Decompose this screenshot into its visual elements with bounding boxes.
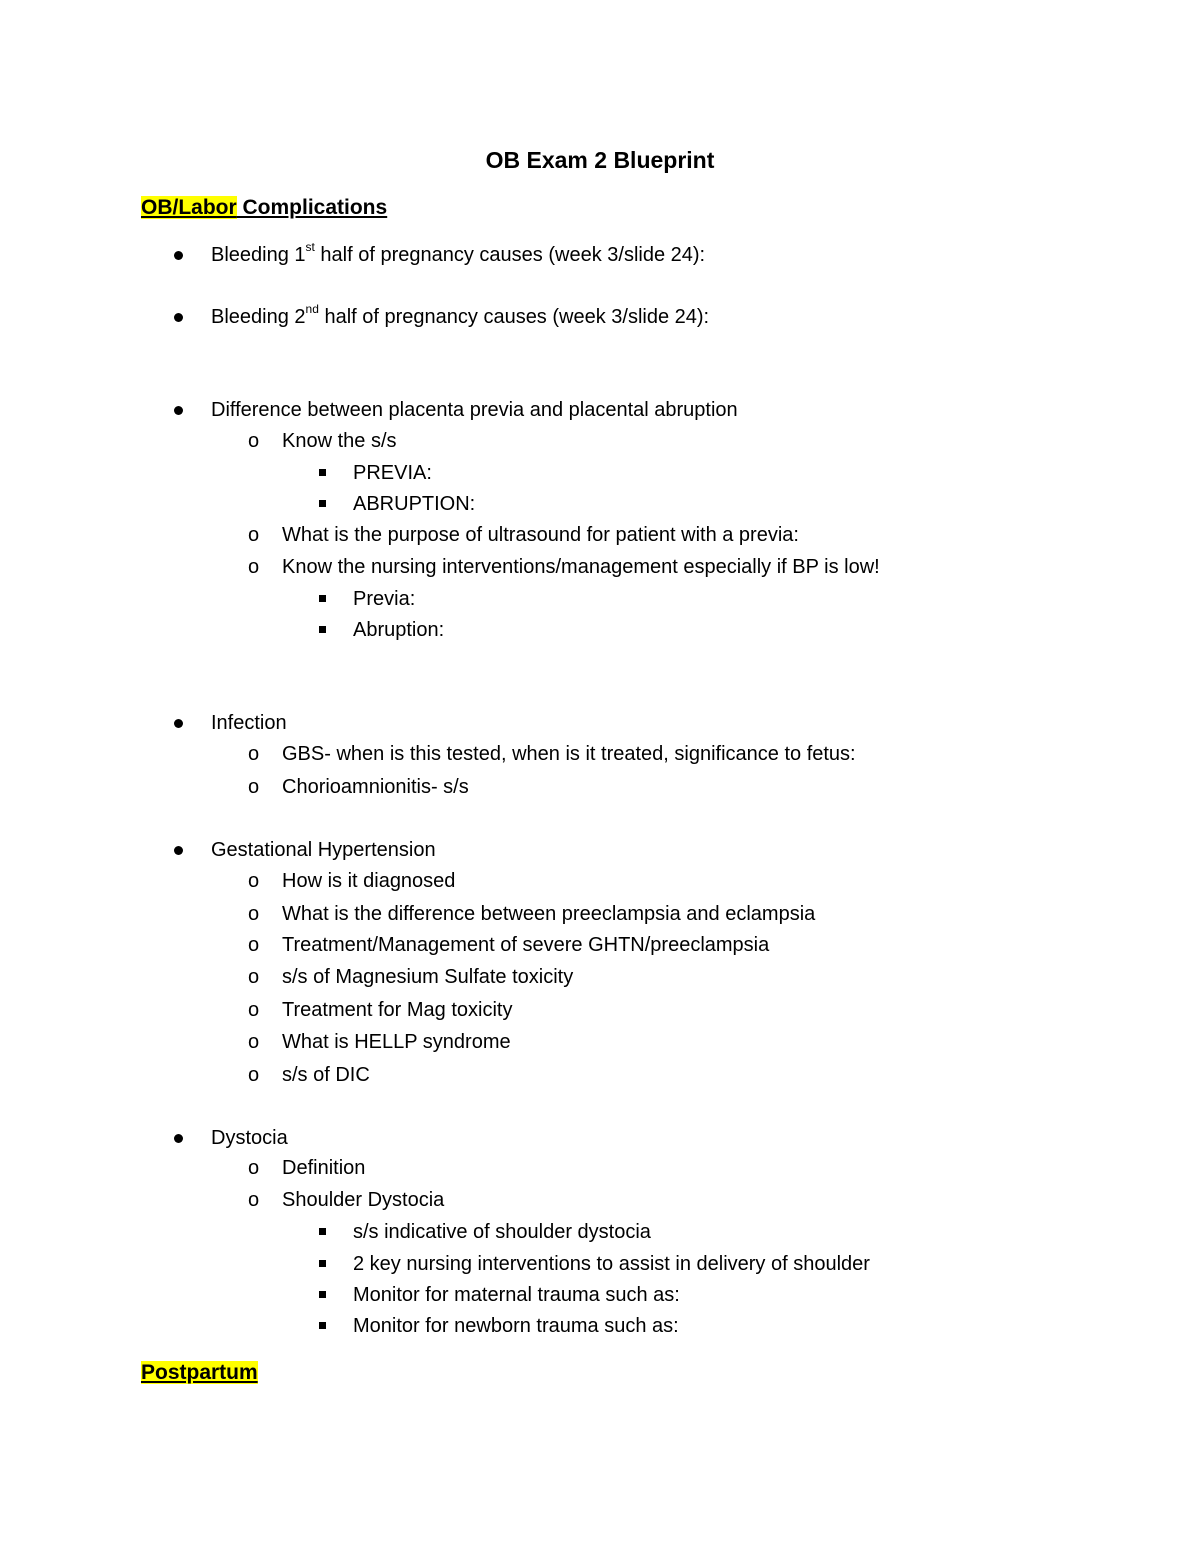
bullet-circle-icon: o — [248, 556, 260, 578]
sub-item-text: Shoulder Dystocia — [282, 1189, 445, 1211]
sub-item-text: Treatment for Mag toxicity — [282, 999, 513, 1021]
bullet-square-icon — [319, 1322, 326, 1329]
sub-item-gbs — [248, 741, 856, 767]
list-item-text: Infection — [211, 712, 287, 734]
bullet-disc-icon — [174, 719, 183, 728]
sub-sub-item-key-interventions — [353, 1251, 870, 1277]
sub-item-text: GBS- when is this tested, when is it treated, significance to fetus: — [282, 743, 856, 765]
bleeding1-rest: half of pregnancy causes (week 3/slide 24): — [314, 244, 706, 266]
bullet-disc-icon — [174, 1134, 183, 1143]
sub-sub-item-text: PREVIA: — [353, 462, 432, 484]
sub-item-text: Chorioamnionitis- s/s — [282, 776, 469, 798]
list-item-bleeding-first-half — [211, 242, 705, 268]
sub-item-ultrasound — [248, 522, 799, 548]
bleeding2-rest: half of pregnancy causes (week 3/slide 24): — [318, 306, 710, 328]
sub-item-text: Definition — [282, 1157, 366, 1179]
bullet-disc-icon — [174, 251, 183, 260]
heading-highlight: OB/Labor — [141, 196, 237, 219]
list-item-text: Gestational Hypertension — [211, 839, 436, 861]
list-item-dystocia — [211, 1125, 288, 1151]
sub-sub-item-abruption — [353, 491, 475, 517]
bleeding1-sup: st — [305, 240, 315, 255]
list-item-text: Difference between placenta previa and placental abruption — [211, 399, 738, 421]
sub-sub-item-text: 2 key nursing interventions to assist in delivery of shoulder — [353, 1253, 870, 1275]
bullet-circle-icon: o — [248, 1031, 260, 1053]
sub-item-text: Know the nursing interventions/management especially if BP is low! — [282, 556, 880, 578]
bullet-circle-icon: o — [248, 870, 260, 892]
bleeding2-text: Bleeding 2 — [211, 306, 306, 328]
bullet-square-icon — [319, 469, 326, 476]
sub-item-hellp — [248, 1029, 511, 1055]
document-title: OB Exam 2 Blueprint — [485, 147, 715, 173]
sub-sub-item-text: Monitor for maternal trauma such as: — [353, 1284, 680, 1306]
bullet-disc-icon — [174, 313, 183, 322]
list-item-infection — [211, 710, 287, 736]
bullet-circle-icon: o — [248, 903, 260, 925]
heading-rest: Complications — [236, 196, 388, 219]
sub-item-treatment — [248, 932, 770, 958]
heading-highlight: Postpartum — [141, 1361, 258, 1384]
sub-item-chorio — [248, 774, 469, 800]
sub-sub-item-text: s/s indicative of shoulder dystocia — [353, 1221, 651, 1243]
section-heading-postpartum — [141, 1359, 258, 1387]
bullet-circle-icon: o — [248, 1189, 260, 1211]
sub-item-know-ss — [248, 428, 397, 454]
sub-item-preeclampsia-difference — [248, 901, 816, 927]
section-heading-ob-labor — [141, 194, 387, 222]
list-item-previa-abruption — [211, 397, 738, 423]
bullet-square-icon — [319, 626, 326, 633]
bullet-disc-icon — [174, 406, 183, 415]
sub-item-text: What is the purpose of ultrasound for patient with a previa: — [282, 524, 799, 546]
sub-sub-item-text: Abruption: — [353, 619, 445, 641]
bullet-square-icon — [319, 500, 326, 507]
sub-sub-item-maternal-trauma — [353, 1282, 680, 1308]
sub-item-text: What is HELLP syndrome — [282, 1031, 511, 1053]
bullet-circle-icon: o — [248, 1157, 260, 1179]
sub-item-mag-toxicity-ss — [248, 964, 574, 990]
bullet-circle-icon: o — [248, 430, 260, 452]
sub-sub-item-text: Previa: — [353, 588, 416, 610]
bullet-circle-icon: o — [248, 934, 260, 956]
bleeding1-text: Bleeding 1 — [211, 244, 306, 266]
sub-sub-item-previa-2 — [353, 586, 415, 612]
sub-item-text: What is the difference between preeclampsia and eclampsia — [282, 903, 816, 925]
bullet-disc-icon — [174, 846, 183, 855]
sub-item-text: Treatment/Management of severe GHTN/preeclampsia — [282, 934, 770, 956]
sub-item-text: s/s of Magnesium Sulfate toxicity — [282, 966, 574, 988]
bullet-square-icon — [319, 1228, 326, 1235]
bullet-circle-icon: o — [248, 776, 260, 798]
sub-item-text: How is it diagnosed — [282, 870, 456, 892]
sub-item-mag-toxicity-treatment — [248, 997, 513, 1023]
bullet-circle-icon: o — [248, 966, 260, 988]
bullet-square-icon — [319, 595, 326, 602]
sub-sub-item-previa — [353, 460, 432, 486]
sub-sub-item-text: Monitor for newborn trauma such as: — [353, 1315, 679, 1337]
sub-item-definition — [248, 1155, 366, 1181]
sub-item-diagnosed — [248, 868, 456, 894]
list-item-gestational-hypertension — [211, 837, 436, 863]
sub-sub-item-newborn-trauma — [353, 1313, 679, 1339]
sub-sub-item-abruption-2 — [353, 617, 444, 643]
bleeding2-sup: nd — [305, 302, 319, 317]
list-item-bleeding-second-half — [211, 304, 709, 330]
bullet-circle-icon: o — [248, 524, 260, 546]
bullet-circle-icon: o — [248, 1064, 260, 1086]
bullet-square-icon — [319, 1291, 326, 1298]
sub-item-text: s/s of DIC — [282, 1064, 370, 1086]
list-item-text: Dystocia — [211, 1127, 288, 1149]
sub-item-interventions — [248, 554, 880, 580]
bullet-square-icon — [319, 1260, 326, 1267]
sub-sub-item-text: ABRUPTION: — [353, 493, 476, 515]
sub-sub-item-shoulder-ss — [353, 1219, 651, 1245]
bullet-circle-icon: o — [248, 999, 260, 1021]
sub-item-text: Know the s/s — [282, 430, 397, 452]
sub-item-shoulder-dystocia — [248, 1187, 445, 1213]
bullet-circle-icon: o — [248, 743, 260, 765]
sub-item-dic — [248, 1062, 370, 1088]
